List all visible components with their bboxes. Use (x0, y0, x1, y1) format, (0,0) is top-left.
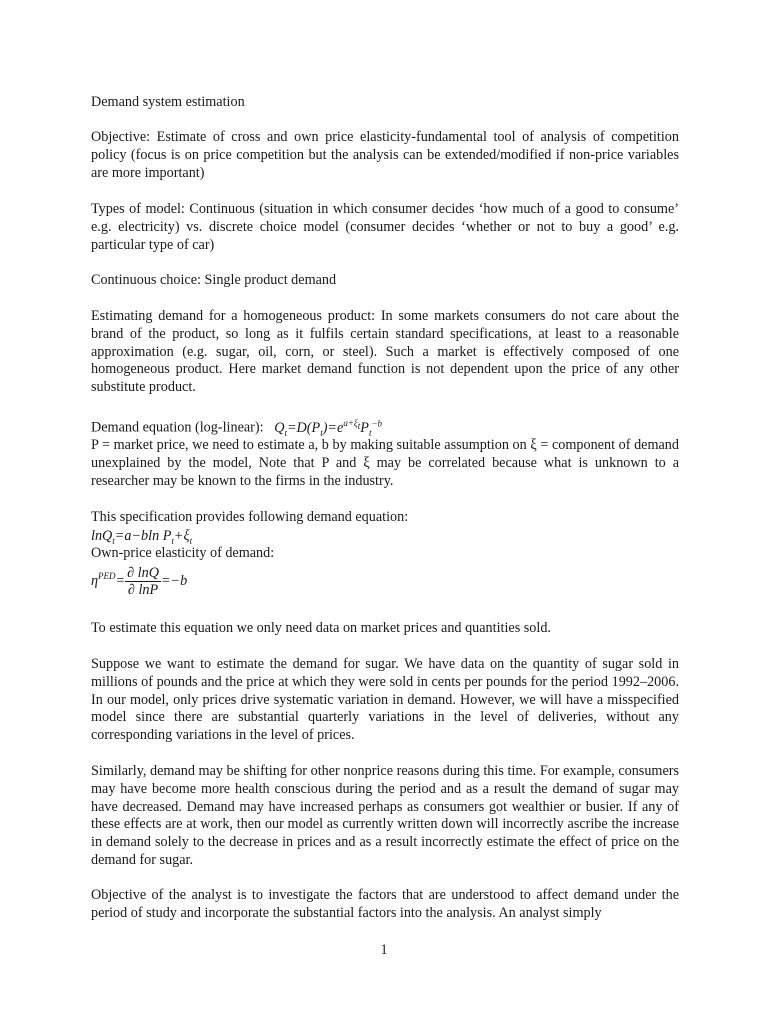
paragraph-nonprice-shifts: Similarly, demand may be shifting for other nonprice reasons during this time. For example, consumers may have become more health conscious during the period and as a result the demand of sugar may have decreased. Demand may have increased perhaps as consumers got wealthier or busier. If any of these effects are at work, then our model as currently written down will incorrectly ascribe the increase in demand solely to the decrease in prices and as a result incorrectly estimate the effect of price on the demand for sugar. (91, 763, 679, 868)
paragraph-types-of-model: Types of model: Continuous (situation in which consumer decides ‘how much of a good to consume’ e.g. electricity) vs. discrete choice model (consumer decides ‘whether or not to buy a good’ e.g. particular type of car) (91, 201, 679, 253)
elasticity-equation: $\eta^{PED}=$ $\frac{\partial \ln Q}{\partial \ln P}$ =−b (91, 565, 188, 598)
paragraph-sugar-example: Suppose we want to estimate the demand for sugar. We have data on the quantity of sugar sold in millions of pounds and the price at which they were sold in cents per pounds for the period 1992–2006. In our model, only prices drive systematic variation in demand. However, we will have a misspecified model since there are substantial quarterly variations in the level of deliveries, without any corresponding variations in the level of prices. (91, 656, 679, 744)
demand-equation-formula: $Q_t=D(P_t)=e^{a+\xi_t}P_t^{-b}$ (267, 418, 383, 438)
paragraph-estimate-data: To estimate this equation we only need data on market prices and quantities sold. (91, 620, 551, 636)
own-price-elasticity-line: Own-price elasticity of demand: (91, 545, 275, 561)
demand-equation-label: Demand equation (log-linear): (91, 419, 264, 436)
paragraph-analyst-objective: Objective of the analyst is to investigate the factors that are understood to affect demand under the period of study and incorporate the substantial factors into the analysis. An analyst simply (91, 887, 679, 921)
continuous-choice-heading: Continuous choice: Single product demand (91, 272, 337, 288)
paragraph-p-definition: P = market price, we need to estimate a, b by making suitable assumption on ξ = component of demand unexplained by the model, Note that P and ξ may be correlated because what is unknown to a researcher may be known to the firms in the industry. (91, 437, 679, 489)
page-number: 1 (380, 942, 388, 958)
log-demand-equation: lnQ$_t$=a−bln $P_t+\xi_t$ (91, 528, 193, 546)
elasticity-fraction: $\frac{\partial \ln Q}{\partial \ln P}$ (127, 565, 159, 598)
paragraph-homogeneous-product: Estimating demand for a homogeneous product: In some markets consumers do not care about the brand of the product, so long as it fulfils certain standard specifications, at least to a reasonable approximation (e.g. sugar, oil, corn, or steel). Such a market is effectively composed of one homogeneous product. Here market demand function is not dependent upon the price of any other substitute product. (91, 308, 679, 396)
heading: Demand system estimation (91, 94, 245, 110)
specification-line: This specification provides following demand equation: (91, 509, 409, 525)
paragraph-objective: Objective: Estimate of cross and own price elasticity-fundamental tool of analysis of competition policy (focus is on price competition but the analysis can be extended/modified if non-price variables are more important) (91, 129, 679, 181)
